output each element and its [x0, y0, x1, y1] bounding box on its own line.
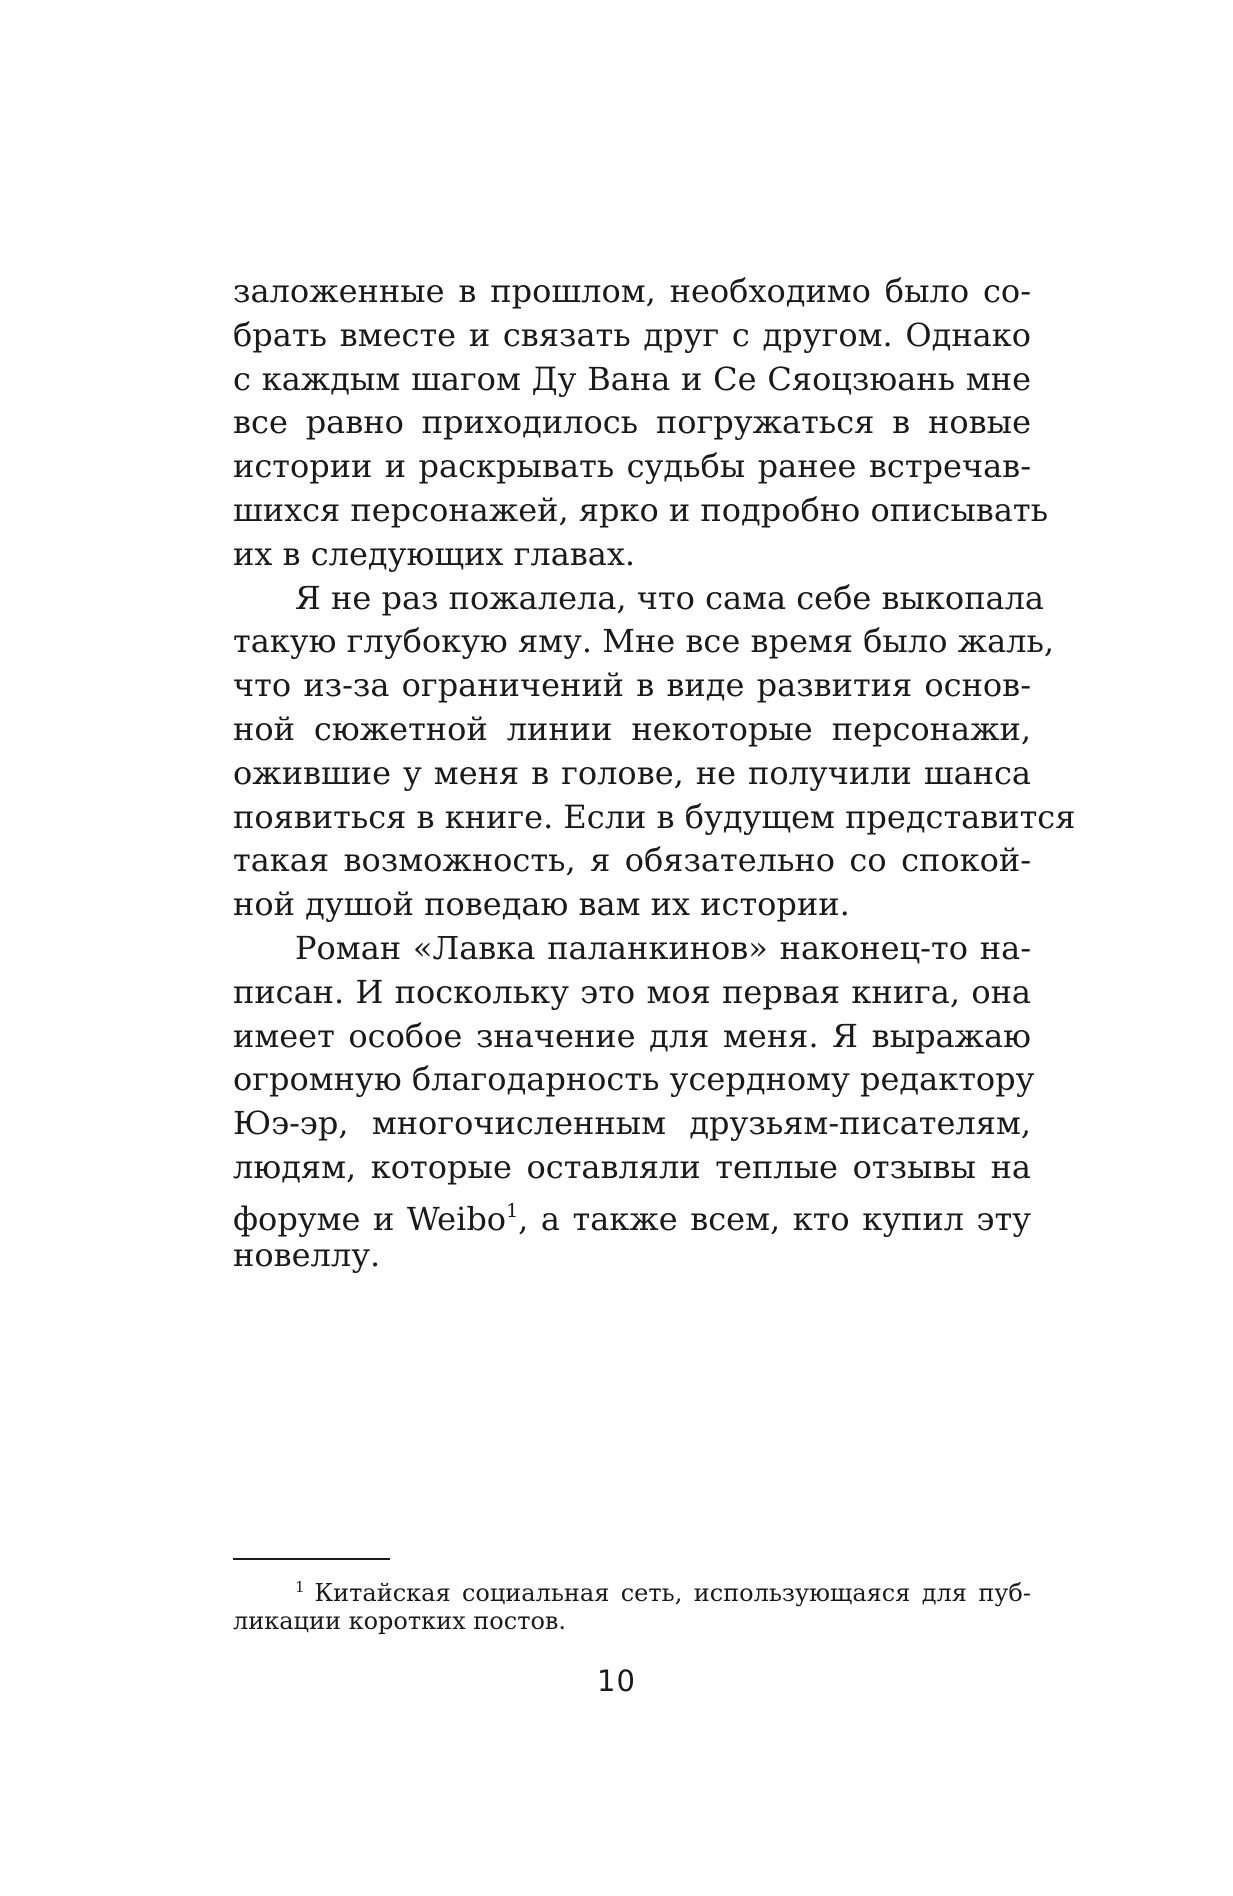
text-line: ной сюжетной линии некоторые персонажи,	[233, 709, 1031, 748]
text-line: все равно приходилось погружаться в новые	[233, 403, 1031, 442]
text-line: такую глубокую яму. Мне все время было жаль,	[233, 622, 1055, 661]
text-segment: форуме и Weibo	[233, 1199, 507, 1238]
footnote-line	[233, 1570, 1031, 1607]
text-line: новеллу.	[233, 1235, 381, 1274]
text-line: ожившие у меня в голове, не получили шанса	[233, 753, 1031, 792]
text-line: такая возможность, я обязательно со спокой-	[233, 841, 1031, 880]
text-line: появиться в книге. Если в будущем представится	[233, 797, 1076, 836]
text-line: ной душой поведаю вам их истории.	[233, 885, 850, 924]
footnote-line: ликации коротких постов.	[233, 1607, 567, 1635]
text-line: заложенные в прошлом, необходимо было со-	[233, 272, 1031, 310]
text-line	[233, 1190, 1032, 1238]
text-line: огромную благодарность усердному редактору	[233, 1060, 1035, 1099]
footnote-reference[interactable]: 1	[506, 1199, 519, 1222]
text-segment: , а также всем, кто купил эту	[518, 1199, 1032, 1238]
text-line: Роман «Лавка паланкинов» наконец-то на-	[295, 928, 1031, 967]
text-line: имеет особое значение для меня. Я выражаю	[233, 1016, 1031, 1055]
text-line: их в следующих главах.	[233, 534, 636, 573]
body-text	[233, 270, 1076, 1277]
text-line: шихся персонажей, ярко и подробно описывать	[233, 490, 1049, 529]
footnote	[233, 1570, 1031, 1638]
text-line: Я не раз пожалела, что сама себе выкопала	[295, 578, 1044, 617]
text-line: Юэ-эр, многочисленным друзьям-писателям,	[233, 1104, 1031, 1143]
footnote-marker: 1	[295, 1578, 305, 1596]
text-line: писан. И поскольку это моя первая книга, она	[233, 972, 1031, 1011]
text-line: истории и раскрывать судьбы ранее встречав-	[233, 447, 1031, 486]
footnote-text: Китайская социальная сеть, использующаяся для пуб-	[314, 1579, 1031, 1607]
text-line: брать вместе и связать друг с другом. Однако	[233, 315, 1031, 354]
page-number: 10	[597, 1664, 636, 1698]
text-line: что из-за ограничений в виде развития основ-	[233, 666, 1031, 705]
text-line: с каждым шагом Ду Вана и Се Сяоцзюань мне	[233, 359, 1031, 398]
text-line: людям, которые оставляли теплые отзывы на	[233, 1147, 1031, 1186]
footnote-divider	[233, 1558, 390, 1560]
